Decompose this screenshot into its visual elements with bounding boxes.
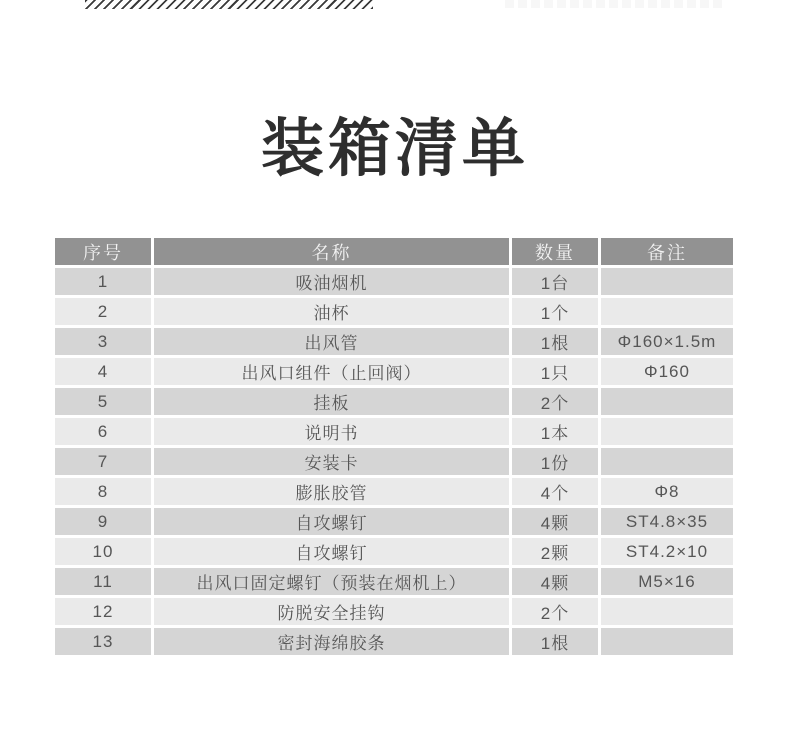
item-name: 膨胀胶管: [154, 478, 509, 505]
item-note: Φ8: [601, 478, 733, 505]
table-row: [55, 478, 733, 505]
item-name: 出风口固定螺钉（预装在烟机上）: [154, 568, 509, 595]
row-number: 7: [55, 448, 151, 475]
item-name: 说明书: [154, 418, 509, 445]
row-number: 12: [55, 598, 151, 625]
item-name: 安装卡: [154, 448, 509, 475]
item-name: 出风口组件（止回阀）: [154, 358, 509, 385]
item-note: [601, 388, 733, 415]
item-qty: 1台: [512, 268, 598, 295]
item-note: [601, 268, 733, 295]
col-header-qty: 数量: [512, 238, 598, 265]
row-number: 13: [55, 628, 151, 655]
table-row: [55, 538, 733, 565]
table-row: [55, 328, 733, 355]
item-note: ST4.2×10: [601, 538, 733, 565]
table-row: [55, 298, 733, 325]
diagonal-hatch-decoration: [85, 0, 373, 9]
item-qty: 2个: [512, 598, 598, 625]
item-note: [601, 628, 733, 655]
table-row: [55, 508, 733, 535]
row-number: 4: [55, 358, 151, 385]
item-qty: 4个: [512, 478, 598, 505]
item-note: [601, 298, 733, 325]
item-qty: 1个: [512, 298, 598, 325]
row-number: 6: [55, 418, 151, 445]
item-name: 防脱安全挂钩: [154, 598, 509, 625]
item-qty: 1根: [512, 628, 598, 655]
table-row: [55, 388, 733, 415]
row-number: 10: [55, 538, 151, 565]
item-qty: 1只: [512, 358, 598, 385]
row-number: 8: [55, 478, 151, 505]
row-number: 1: [55, 268, 151, 295]
item-note: Φ160: [601, 358, 733, 385]
item-note: [601, 418, 733, 445]
table-row: [55, 268, 733, 295]
item-name: 出风管: [154, 328, 509, 355]
col-header-note: 备注: [601, 238, 733, 265]
item-note: Φ160×1.5m: [601, 328, 733, 355]
row-number: 5: [55, 388, 151, 415]
packing-list-table: [52, 235, 736, 658]
item-qty: 4颗: [512, 508, 598, 535]
item-name: 吸油烟机: [154, 268, 509, 295]
row-number: 3: [55, 328, 151, 355]
table-row: [55, 418, 733, 445]
table-row: [55, 358, 733, 385]
item-qty: 2个: [512, 388, 598, 415]
item-note: M5×16: [601, 568, 733, 595]
row-number: 9: [55, 508, 151, 535]
item-qty: 1份: [512, 448, 598, 475]
col-header-name: 名称: [154, 238, 509, 265]
item-qty: 4颗: [512, 568, 598, 595]
col-header-index: 序号: [55, 238, 151, 265]
item-name: 自攻螺钉: [154, 508, 509, 535]
cropped-header-remnant: [505, 0, 723, 8]
item-qty: 1根: [512, 328, 598, 355]
item-qty: 2颗: [512, 538, 598, 565]
table-row: [55, 628, 733, 655]
row-number: 2: [55, 298, 151, 325]
item-note: [601, 448, 733, 475]
table-header-row: [55, 238, 733, 265]
table-row: [55, 568, 733, 595]
row-number: 11: [55, 568, 151, 595]
item-name: 密封海绵胶条: [154, 628, 509, 655]
table-row: [55, 598, 733, 625]
table-row: [55, 448, 733, 475]
item-name: 挂板: [154, 388, 509, 415]
item-note: ST4.8×35: [601, 508, 733, 535]
item-name: 自攻螺钉: [154, 538, 509, 565]
page-title: 装箱清单: [261, 114, 529, 184]
item-qty: 1本: [512, 418, 598, 445]
item-note: [601, 598, 733, 625]
item-name: 油杯: [154, 298, 509, 325]
